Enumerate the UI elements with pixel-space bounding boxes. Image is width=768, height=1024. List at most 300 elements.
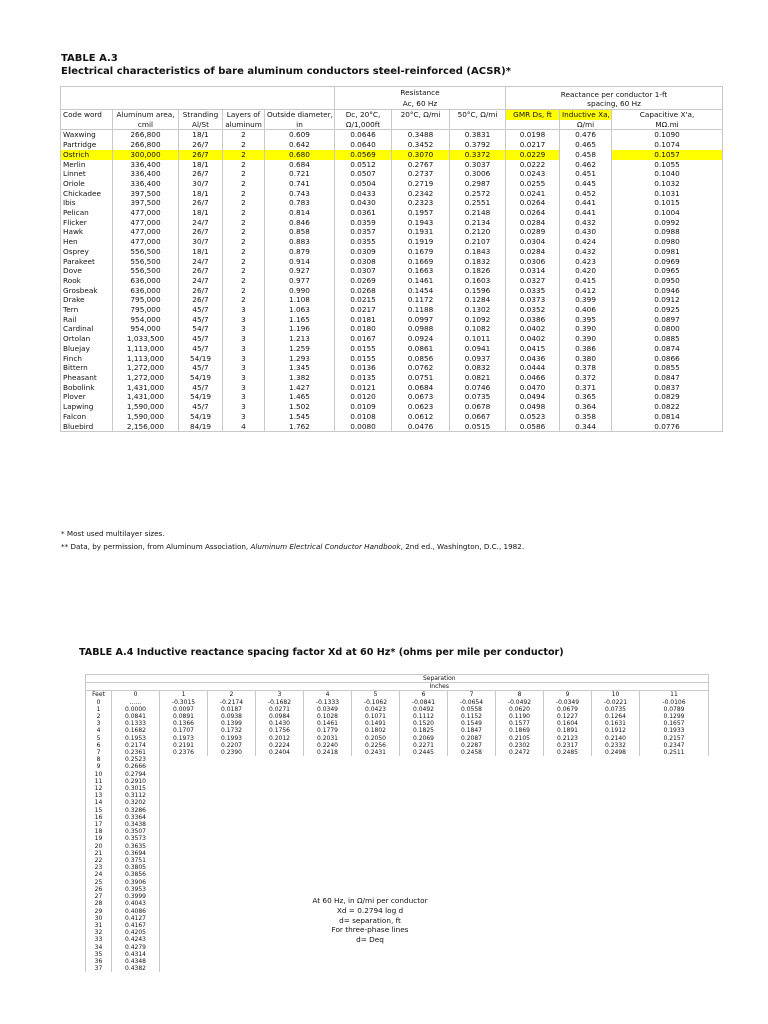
table-cell (448, 785, 496, 792)
table-row (86, 706, 709, 713)
table-cell: 1,113,000 (113, 354, 179, 364)
table-cell (496, 785, 544, 792)
code-word-cell: Waxwing (61, 130, 113, 140)
table-cell: 0.0180 (335, 324, 392, 334)
table-cell (640, 958, 709, 965)
code-word-cell: Linnet (61, 169, 113, 179)
table-cell: -0.2174 (208, 699, 256, 706)
table-cell (400, 814, 448, 821)
table-cell: 18/1 (179, 189, 223, 199)
table-cell (256, 835, 304, 842)
table-cell: 0.2737 (392, 169, 450, 179)
table-cell: 0.0335 (506, 286, 560, 296)
table-cell: 477,000 (113, 227, 179, 237)
code-word-cell: Plover (61, 392, 113, 402)
table-cell (448, 893, 496, 900)
table-cell (640, 828, 709, 835)
table-cell (496, 857, 544, 864)
feet-cell: 24 (86, 871, 112, 878)
table-cell: 0.2719 (392, 179, 450, 189)
table-row (61, 422, 723, 432)
table-cell (640, 915, 709, 922)
table-cell (640, 951, 709, 958)
table-cell: -0.0106 (640, 699, 709, 706)
table-cell: 0.458 (560, 150, 612, 160)
table-row (86, 965, 709, 972)
table-cell: 18/1 (179, 208, 223, 218)
table-cell (352, 864, 400, 871)
table-cell (448, 900, 496, 907)
table-cell: 0.2472 (496, 749, 544, 756)
table-cell: 1.382 (265, 373, 335, 383)
feet-cell: 21 (86, 850, 112, 857)
table-cell (352, 756, 400, 763)
table-cell (208, 951, 256, 958)
table-cell: 0.0992 (612, 218, 723, 228)
table-cell (256, 792, 304, 799)
table-row (86, 763, 709, 770)
footnote-source-suffix: , 2nd ed., Washington, D.C., 1982. (400, 542, 525, 551)
table-cell: 54/19 (179, 373, 223, 383)
feet-cell: 13 (86, 792, 112, 799)
table-cell (496, 936, 544, 943)
column-unit: MΩ.mi (612, 120, 723, 130)
table-cell: 0.1679 (392, 247, 450, 257)
feet-cell: 1 (86, 706, 112, 713)
table-cell: 0.879 (265, 247, 335, 257)
table-cell: 0.2551 (450, 198, 506, 208)
table-cell: 0.0402 (506, 324, 560, 334)
table-cell: 0.0861 (392, 344, 450, 354)
table-cell: 2 (223, 237, 265, 247)
table-cell: 0.0829 (612, 392, 723, 402)
table-cell: 0.1826 (450, 266, 506, 276)
code-word-cell: Bittern (61, 363, 113, 373)
table-cell (592, 965, 640, 972)
table-cell (208, 893, 256, 900)
table-cell: 0.1074 (612, 140, 723, 150)
table-cell (496, 951, 544, 958)
feet-cell: 12 (86, 785, 112, 792)
table-cell: 636,000 (113, 276, 179, 286)
table-cell (256, 951, 304, 958)
table-cell (208, 965, 256, 972)
table-cell (208, 763, 256, 770)
table-cell: 0.3488 (392, 130, 450, 140)
table-cell: 0.0821 (450, 373, 506, 383)
table-cell: 0.0198 (506, 130, 560, 140)
table-cell: 0.2361 (112, 749, 160, 756)
table-cell: 1,113,000 (113, 344, 179, 354)
table-cell: 0.0167 (335, 334, 392, 344)
table-cell (400, 828, 448, 835)
table-cell: 54/7 (179, 324, 223, 334)
table-cell (592, 850, 640, 857)
table-cell (160, 936, 208, 943)
table-cell (352, 857, 400, 864)
table-cell: 0.3856 (112, 871, 160, 878)
table-a4-title: TABLE A.4 Inductive reactance spacing factor Xd at 60 Hz* (ohms per mile per conductor) (79, 647, 564, 658)
footnote-source-book: Aluminum Electrical Conductor Handbook (250, 542, 401, 551)
table-row (61, 295, 723, 305)
table-cell: 1,033,500 (113, 334, 179, 344)
table-cell: 0.390 (560, 324, 612, 334)
table-cell: 0.4314 (112, 951, 160, 958)
table-cell (208, 835, 256, 842)
table-cell: 0.0327 (506, 276, 560, 286)
table-cell (544, 807, 592, 814)
separation-text: Separation (422, 675, 456, 682)
table-cell (448, 756, 496, 763)
table-cell (640, 864, 709, 871)
table-cell (352, 835, 400, 842)
table-cell: 0.0080 (335, 422, 392, 432)
column-unit: aluminum (223, 120, 265, 130)
table-row (86, 835, 709, 842)
table-cell: 0.0476 (392, 422, 450, 432)
table-cell (304, 886, 352, 893)
table-cell (448, 936, 496, 943)
table-cell: 0.3372 (450, 150, 506, 160)
table-cell (496, 915, 544, 922)
table-cell: 0.0415 (506, 344, 560, 354)
inch-column-header: 1 (160, 691, 208, 699)
feet-cell: 17 (86, 821, 112, 828)
reactance-header (506, 87, 723, 110)
table-cell: 2 (223, 160, 265, 170)
code-word-cell: Dove (61, 266, 113, 276)
table-cell: 0.1802 (352, 727, 400, 734)
table-cell: 54/19 (179, 354, 223, 364)
table-cell: 0.0925 (612, 305, 723, 315)
table-row (86, 951, 709, 958)
column-header: Outside diameter, (265, 110, 335, 120)
table-cell (400, 886, 448, 893)
table-cell (544, 951, 592, 958)
table-cell (256, 814, 304, 821)
table-row (61, 373, 723, 383)
code-word-cell: Ibis (61, 198, 113, 208)
table-cell: 0.0679 (544, 706, 592, 713)
table-cell (544, 965, 592, 972)
table-cell: 0.2302 (496, 742, 544, 749)
table-cell (208, 886, 256, 893)
table-cell: 0.0855 (612, 363, 723, 373)
table-cell (544, 785, 592, 792)
table-cell (304, 965, 352, 972)
table-cell: 0.0423 (352, 706, 400, 713)
table-cell: 0.1577 (496, 720, 544, 727)
table-cell (208, 936, 256, 943)
table-cell: 477,000 (113, 237, 179, 247)
table-cell: 84/19 (179, 422, 223, 432)
table-cell: 0.1227 (544, 713, 592, 720)
table-cell (208, 871, 256, 878)
table-cell (208, 756, 256, 763)
table-cell: 0.0229 (506, 150, 560, 160)
table-cell: 0.2418 (304, 749, 352, 756)
table-cell: 0.364 (560, 402, 612, 412)
table-cell: 0.2317 (544, 742, 592, 749)
table-cell: 0.2767 (392, 160, 450, 170)
table-cell: 0.2224 (256, 742, 304, 749)
code-word-cell: Chickadee (61, 189, 113, 199)
table-cell: 0.3999 (112, 893, 160, 900)
table-cell: 0.424 (560, 237, 612, 247)
column-unit: Ω/1,000ft (335, 120, 392, 130)
table-cell (160, 778, 208, 785)
table-cell: 0.1520 (400, 720, 448, 727)
table-cell: 0.1732 (208, 727, 256, 734)
table-cell: 336,400 (113, 179, 179, 189)
table-cell: 0.0776 (612, 422, 723, 432)
table-row (86, 821, 709, 828)
table-cell: 0.1957 (392, 208, 450, 218)
table-row (61, 130, 723, 140)
table-cell (544, 763, 592, 770)
table-cell: 0.0268 (335, 286, 392, 296)
table-cell: 0.2376 (160, 749, 208, 756)
table-cell: 0.0097 (160, 706, 208, 713)
table-cell (544, 922, 592, 929)
table-cell: 0.2347 (640, 742, 709, 749)
table-cell: 0.441 (560, 198, 612, 208)
table-cell: 0.721 (265, 169, 335, 179)
table-cell (640, 785, 709, 792)
table-cell: 0.0187 (208, 706, 256, 713)
inch-column-header: 8 (496, 691, 544, 699)
table-row (61, 189, 723, 199)
separation-label (112, 675, 709, 683)
table-cell: 0.1011 (450, 334, 506, 344)
table-row (86, 727, 709, 734)
table-cell: 0.0841 (112, 713, 160, 720)
feet-cell: 19 (86, 835, 112, 842)
table-cell: 3 (223, 315, 265, 325)
table-cell: 0.977 (265, 276, 335, 286)
table-cell: 0.0984 (256, 713, 304, 720)
table-cell: 0.1399 (208, 720, 256, 727)
table-cell (640, 792, 709, 799)
code-word-cell: Parakeet (61, 257, 113, 267)
table-cell: 3 (223, 324, 265, 334)
table-cell: 0.0762 (392, 363, 450, 373)
table-cell (352, 778, 400, 785)
table-cell: 0.3037 (450, 160, 506, 170)
table-cell (208, 771, 256, 778)
table-cell (592, 886, 640, 893)
table-row (61, 169, 723, 179)
table-cell: 0.0558 (448, 706, 496, 713)
table-cell (592, 893, 640, 900)
table-cell: 26/7 (179, 227, 223, 237)
code-word-cell: Hawk (61, 227, 113, 237)
table-cell: 0.680 (265, 150, 335, 160)
table-a4-separation-header (86, 675, 709, 683)
table-cell: 0.3792 (450, 140, 506, 150)
table-cell: 0.1430 (256, 720, 304, 727)
inch-column-header: 4 (304, 691, 352, 699)
code-word-cell: Pelican (61, 208, 113, 218)
inch-column-header: 10 (592, 691, 640, 699)
table-cell (160, 886, 208, 893)
code-word-cell: Grosbeak (61, 286, 113, 296)
table-cell (256, 778, 304, 785)
table-cell (448, 922, 496, 929)
table-cell: 0.1152 (448, 713, 496, 720)
table-cell (544, 843, 592, 850)
table-row (61, 247, 723, 257)
table-cell: 0.1779 (304, 727, 352, 734)
table-cell (352, 871, 400, 878)
table-cell (496, 893, 544, 900)
table-cell: 0.423 (560, 257, 612, 267)
table-cell (304, 879, 352, 886)
table-cell: 556,500 (113, 266, 179, 276)
table-cell: 0.4382 (112, 965, 160, 972)
feet-cell: 25 (86, 879, 112, 886)
table-cell (160, 864, 208, 871)
table-cell (304, 785, 352, 792)
table-cell (256, 864, 304, 871)
table-cell (592, 814, 640, 821)
table-cell: ...... (112, 699, 160, 706)
table-cell (448, 929, 496, 936)
table-cell: 0.0684 (392, 383, 450, 393)
table-cell: 0.0885 (612, 334, 723, 344)
table-cell: 0.1663 (392, 266, 450, 276)
table-cell: 636,000 (113, 286, 179, 296)
feet-cell: 37 (86, 965, 112, 972)
table-cell: 0.1953 (112, 735, 160, 742)
table-cell: 0.1931 (392, 227, 450, 237)
table-cell: 0.0470 (506, 383, 560, 393)
table-cell (256, 958, 304, 965)
table-cell (496, 944, 544, 951)
table-row (86, 778, 709, 785)
table-cell: 0.2240 (304, 742, 352, 749)
code-word-cell: Pheasant (61, 373, 113, 383)
table-cell (208, 879, 256, 886)
table-cell (256, 843, 304, 850)
table-cell: 1,590,000 (113, 402, 179, 412)
table-cell (496, 929, 544, 936)
table-row (86, 843, 709, 850)
table-cell (304, 814, 352, 821)
table-cell (400, 843, 448, 850)
table-cell: 2 (223, 130, 265, 140)
table-cell: 26/7 (179, 295, 223, 305)
table-cell: 0.1596 (450, 286, 506, 296)
table-cell (256, 828, 304, 835)
table-cell (496, 835, 544, 842)
table-cell: 0.0349 (304, 706, 352, 713)
table-cell (592, 778, 640, 785)
table-cell (448, 871, 496, 878)
table-cell (640, 821, 709, 828)
table-cell: 2 (223, 247, 265, 257)
table-cell: 0.0640 (335, 140, 392, 150)
table-cell (400, 835, 448, 842)
table-cell (544, 936, 592, 943)
table-cell: 0.0357 (335, 227, 392, 237)
table-cell: 0.2342 (392, 189, 450, 199)
resistance-sublabel: Ac, 60 Hz (402, 99, 438, 108)
formula-line: d= separation, ft (339, 915, 401, 925)
table-cell: 0.0937 (450, 354, 506, 364)
table-cell: 2 (223, 150, 265, 160)
table-cell (448, 958, 496, 965)
table-cell (640, 936, 709, 943)
table-cell: 0.0492 (400, 706, 448, 713)
table-cell: 0.0264 (506, 208, 560, 218)
table-cell: 2,156,000 (113, 422, 179, 432)
code-word-cell: Bobolink (61, 383, 113, 393)
table-cell: 0.3070 (392, 150, 450, 160)
feet-cell: 32 (86, 929, 112, 936)
feet-cell: 28 (86, 900, 112, 907)
table-cell: 3 (223, 373, 265, 383)
table-cell: 0.3831 (450, 130, 506, 140)
table-cell (400, 756, 448, 763)
table-cell (544, 871, 592, 878)
table-cell: 0.0359 (335, 218, 392, 228)
code-word-cell: Finch (61, 354, 113, 364)
table-cell: 0.0314 (506, 266, 560, 276)
table-row (61, 402, 723, 412)
column-unit: Al/St (179, 120, 223, 130)
table-cell: 0.0284 (506, 218, 560, 228)
table-cell (160, 922, 208, 929)
feet-cell: 27 (86, 893, 112, 900)
column-unit (450, 120, 506, 130)
table-cell (208, 792, 256, 799)
table-cell: 0.0897 (612, 315, 723, 325)
table-cell (160, 792, 208, 799)
feet-cell: 26 (86, 886, 112, 893)
table-cell (448, 828, 496, 835)
table-a4-column-header-row (86, 691, 709, 699)
table-cell: 266,800 (113, 140, 179, 150)
xd-formula-note (290, 896, 450, 945)
table-cell: 0.0800 (612, 324, 723, 334)
table-cell (352, 821, 400, 828)
feet-cell: 23 (86, 864, 112, 871)
table-cell: 0.0746 (450, 383, 506, 393)
column-unit (506, 120, 560, 130)
table-cell (496, 900, 544, 907)
table-cell (208, 843, 256, 850)
table-cell (400, 864, 448, 871)
table-cell: 0.3694 (112, 850, 160, 857)
table-cell: 0.0988 (392, 324, 450, 334)
table-cell: 0.2105 (496, 735, 544, 742)
table-cell (448, 944, 496, 951)
table-cell (352, 850, 400, 857)
table-cell: 0.0912 (612, 295, 723, 305)
table-cell: 0.2987 (450, 179, 506, 189)
table-cell: 0.2323 (392, 198, 450, 208)
table-cell: 0.0507 (335, 169, 392, 179)
table-cell: 0.0121 (335, 383, 392, 393)
table-cell: 0.1454 (392, 286, 450, 296)
table-row (86, 864, 709, 871)
table-cell: 0.0307 (335, 266, 392, 276)
table-cell (256, 821, 304, 828)
table-cell: 2 (223, 257, 265, 267)
table-cell: 0.1028 (304, 713, 352, 720)
table-cell (448, 886, 496, 893)
